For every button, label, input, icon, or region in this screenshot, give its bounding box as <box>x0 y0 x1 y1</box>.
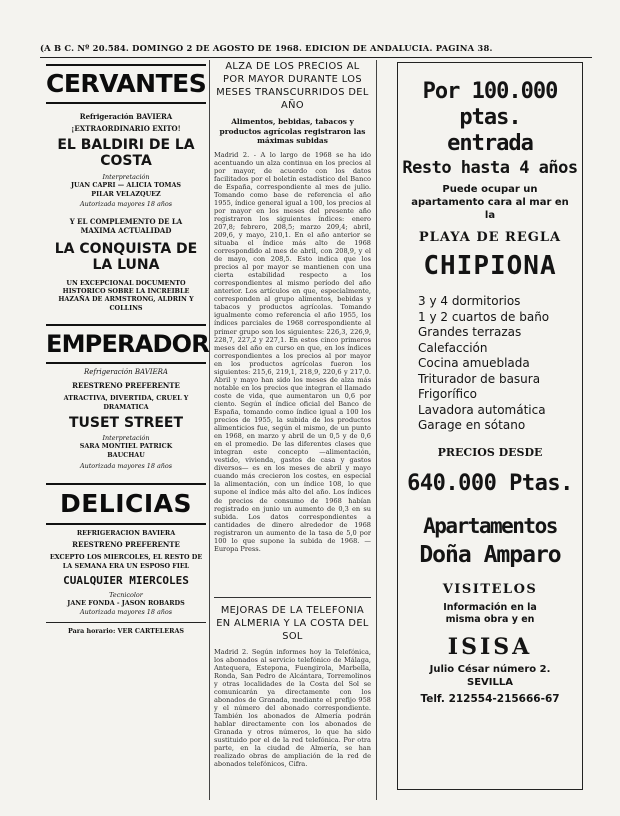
film-title: EL BALDIRI DE LA COSTA <box>57 137 195 169</box>
film-title: CUALQUIER MIERCOLES <box>63 573 189 587</box>
feature-item: 3 y 4 dormitorios <box>418 294 521 308</box>
advert-phone: Telf. 212554-215666-67 <box>420 692 560 705</box>
news-column <box>214 60 371 800</box>
article-precios <box>214 60 371 591</box>
apartment-advert <box>397 62 583 790</box>
advert-playa: PLAYA DE REGLA <box>418 230 562 245</box>
film-title: TUSET STREET <box>68 415 184 432</box>
advert-brand-1: Apartamentos <box>423 513 557 538</box>
column-divider <box>376 60 377 800</box>
horario-note: Para horario: VER CARTELERAS <box>67 627 185 636</box>
cervantes-ad <box>46 64 206 312</box>
cast-list: JANE FONDA - JASON ROBARDS <box>67 599 185 608</box>
film-description: ATRACTIVA, DIVERTIDA, CRUEL Y DRAMATICA <box>63 394 189 411</box>
feature-item: Cocina amueblada <box>418 356 530 370</box>
advert-price: 640.000 Ptas. <box>407 470 573 496</box>
feature-item: Lavadora automática <box>418 402 546 417</box>
interpretacion-label: Interpretación <box>102 434 150 443</box>
feature-item: Triturador de basura <box>418 371 541 386</box>
complemento-text: Y EL COMPLEMENTO DE LA MAXIMA ACTUALIDAD <box>69 216 183 235</box>
tecnicolor-label: Tecnicolor <box>109 590 143 599</box>
age-rating: Autorizada mayores 18 años <box>79 200 173 209</box>
refrigeration-note: REFRIGERACION BAVIERA <box>76 528 176 537</box>
advert-town: CHIPIONA <box>423 251 557 281</box>
advert-entrada: entrada <box>447 131 533 156</box>
cervantes-logo: CERVANTES <box>46 64 206 104</box>
feature-item: Grandes terrazas <box>418 325 522 339</box>
article-body: Madrid 2. - A lo largo de 1968 se ha ido acentuando un alza continua en los precios al por mayor, de acuerdo con los datos facilitados por el boletín estadístico del Banco de España, correspondiente al mes de julio. Tomando como base de referencia el año 1955, índice general igual a 100, los precios al por mayor en los meses del presente año registraron los siguientes índices: enero 207,8; febrero, 208,5; marzo 209,4; abril, 209,6, y mayo, 210,1. En el año anterior se situaba el índice más alto de 1968 correspondido al mes de abril, con 208,9, y el de mayo, con 208,5. Esto indica que los precios al por mayor se mantienen con una cierta estabilidad respecto a los correspondientes al mismo período del año anterior. Los artículos en que, especialmente, corresponden al grupo alimentos, bebidas y tabacos y productos agrícolas. Tomando igualmente como referencia el año 1955, los índices parciales de 1968 correspondiente al primer grupo son los siguientes: 226,3, 226,9, 228,7, 227,2 y 227,1. En estos cinco primeros meses del año en curso en que, en los índices correspondientes a los precios al por mayor en los productos agrícolas fueron los siguientes: 215,6, 219,1, 218,9, 220,6 y 217,0. Abril y mayo han sido los meses de alza más notable en los precios que integran el llamado coste de vida, que aumentaron un 0,6 por ciento. Según el índice oficial del Banco de España, tomando como índice igual a 100 los precios de 1955, la subida de los productos alimenticios fue, según el mismo, de un punto en 1968, en marzo y abril de un 0,5 y de 0,6 en el promedio. De las diferentes clases que integran este concepto —alimentación, vestido, vivienda, gastos de casa y gastos diversos— es en los meses de abril y mayo cuando más crecieron los costes, en especial la alimentación, con un índice 108, lo que supone el índice más alto del año. Los índices de precios de consumo de 1968 habían registrado en junio un aumento de 0,3 en su subida. Los datos correspondientes a cantidades de dinero alrededor de 1968 registraron un aumento de la tasa de 5,0 por 100 lo que supone la subida de 1968. — Europa Press. <box>214 150 371 553</box>
reestreno-text: REESTRENO PREFERENTE <box>72 381 180 391</box>
header-rule <box>40 57 592 58</box>
feature-item: Garage en sótano <box>418 418 526 432</box>
advert-price-entry: Por 100.000 ptas. <box>422 79 558 130</box>
cast-list: JUAN CAPRI — ALICIA TOMAS PILAR VELAZQUEZ <box>70 181 182 198</box>
interpretacion-label: Interpretación <box>102 173 150 181</box>
visitelos-label: VISITELOS <box>442 581 538 597</box>
delicias-logo: DELICIAS <box>46 483 206 525</box>
refrigeration-note: Refrigeración BAVIERA <box>79 112 173 121</box>
article-body: Madrid 2. Según informes hoy la Telefónica, los abonados al servicio telefónico de Málaga, Antequera, Estepona, Fuengirola, Marbella, Ronda, San Pedro de Alcántara, Torremolinos y otras localidades de la Costa del Sol se comunicarán ya directamente con los abonados de Granada, mediante el prefijo 958 y el número del abonado correspondiente. También los abonados de Almería podrán hablar directamente con los abonados de Granada y otros números, lo que ha sido sustituido por el de la red telefónica. Por otra parte, en la ciudad de Almería, se han realizado obras de ampliación de la red de abonados telefónicos, Cifra. <box>214 647 371 769</box>
age-rating: Autorizada mayores 18 años <box>79 607 173 616</box>
exito-text: ¡EXTRAORDINARIO EXITO! <box>71 124 181 133</box>
emperador-logo: EMPERADOR <box>46 324 206 364</box>
features-list <box>398 294 582 434</box>
cinema-ads-column <box>46 60 209 800</box>
info-text: Información en la misma obra y en <box>443 601 537 625</box>
film-title-2: LA CONQUISTA DE LA LUNA <box>54 240 198 273</box>
isisa-logo: ISISA <box>447 633 533 660</box>
advert-description: Puede ocupar un apartamento cara al mar en la <box>411 184 569 221</box>
precios-label: PRECIOS DESDE <box>437 445 543 459</box>
feature-item: 1 y 2 cuartos de baño <box>418 309 550 324</box>
cast-list: SARA MONTIEL PATRICK BAUCHAU <box>79 442 173 459</box>
article-telefonia <box>214 597 371 816</box>
advert-brand-2: Doña Amparo <box>419 541 561 568</box>
reestreno-text: REESTRENO PREFERENTE <box>72 540 180 550</box>
emperador-ad <box>46 324 209 471</box>
article-headline: MEJORAS DE LA TELEFONIA EN ALMERIA Y LA COSTA DEL SOL <box>216 604 369 642</box>
feature-item: Calefacción <box>418 340 488 355</box>
refrigeration-note: Refrigeración BAVIERA <box>84 368 168 377</box>
feature-item: Frigorífico <box>418 387 478 401</box>
age-rating: Autorizada mayores 18 años <box>79 462 173 471</box>
delicias-ad <box>46 483 206 636</box>
advert-financing: Resto hasta 4 años <box>402 158 578 178</box>
page-header: (A B C. Nº 20.584. DOMINGO 2 DE AGOSTO DE 1968. EDICION DE ANDALUCIA. PAGINA 38. <box>40 43 493 53</box>
film-tagline: EXCEPTO LOS MIERCOLES, EL RESTO DE LA SEMANA ERA UN ESPOSO FIEL <box>49 553 203 570</box>
documental-description: UN EXCEPCIONAL DOCUMENTO HISTORICO SOBRE LA INCREIBLE HAZAÑA DE ARMSTRONG, ALDRIN Y COLLINS <box>58 278 194 312</box>
advert-address: Julio César número 2. SEVILLA <box>429 663 551 688</box>
column-divider <box>209 60 210 800</box>
article-headline: ALZA DE LOS PRECIOS AL POR MAYOR DURANTE LOS MESES TRANSCURRIDOS DEL AÑO <box>216 61 369 111</box>
article-subhead: Alimentos, bebidas, tabacos y productos agrícolas registraron las máximas subidas <box>219 117 366 145</box>
